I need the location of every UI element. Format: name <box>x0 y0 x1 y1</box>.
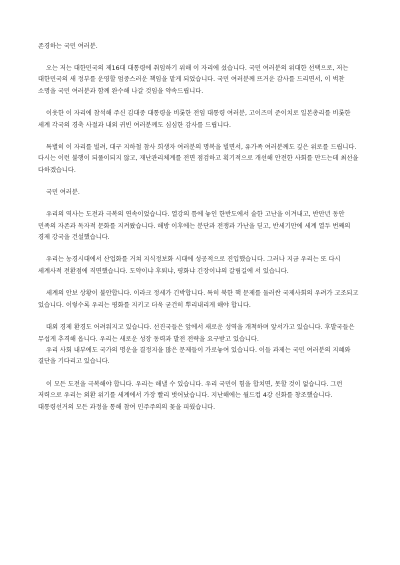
paragraph-10: 이 모든 도전을 극복해야 합니다. 우리는 해낼 수 있습니다. 우리 국민이 힘을 합치면, 못할 것이 없습니다. 그런 저력으로 우리는 외환 위기를 세계에서 가장 빨리 벗어났습니다. 지난해에는 월드컵 4강 신화를 창조했습니다. 대통령선거의 모든 과정을 통해 참여 민주주의의 꽃을 피웠습니다. <box>38 380 343 411</box>
paragraph-9: 우리 사회 내부에도 국가의 명운을 결정지을 많은 문제들이 가로놓여 있습니다. 이들 과제는 국민 여러분의 지혜와 결단을 기다리고 있습니다. <box>38 346 351 366</box>
paragraph-6: 우리는 농경시대에서 산업화를 거쳐 지식정보화 시대에 성공적으로 진입했습니다. 그러나 지금 우리는 또 다시 세계사적 전환점에 직면했습니다. 도약이냐 후퇴냐, 평화냐 긴장이냐의 갈림길에 서 있습니다. <box>38 256 341 275</box>
paragraph-1: 오는 저는 대한민국의 제16대 대통령에 취임하기 위해 이 자리에 섰습니다. 국민 여러분의 위대한 선택으로, 저는 대한민국의 새 정부를 운영할 엄중스러운 책임을 맡게 되었습니다. 국민 여러분께 뜨거운 감사를 드리면서, 이 벅찬 소명을 국민 여러분과 함께 완수해 나갈 것임을 약속드립니다. <box>38 65 349 95</box>
salutation: 존경하는 국민 여러분. <box>38 43 98 50</box>
document-body <box>38 41 362 424</box>
paragraph-5: 우리의 역사는 도전과 극복의 연속이었습니다. 열강의 틈에 놓인 한반도에서 숱한 고난을 이겨내고, 반만년 동안 민족의 자존과 독자적 문화를 지켜왔습니다. 해방 이후에는 분단과 전쟁과 가난을 딛고, 반세기만에 세계 열두 번째의 경제 강국을 건설했습니다. <box>38 211 351 242</box>
paragraph-8: 대외 경제 환경도 어려워지고 있습니다. 선진국들은 앞에서 새로운 성역을 개척하며 앞서가고 있습니다. 후발국들은 무섭게 추격해 옵니다. 우리는 새로운 성장 동력과 발전 전략을 요구받고 있습니다. <box>38 324 355 343</box>
paragraph-7: 세계의 안보 상황이 불안합니다. 이라크 정세가 긴박합니다. 특히 북한 핵 문제를 둘러싼 국제사회의 우려가 고조되고 있습니다. 이렇수록 우리는 평화를 지키고 더욱 굳건히 뿌리내리게 해야 합니다. <box>38 290 359 309</box>
paragraph-2: 이웃한 이 자리에 참석해 주신 김대중 대통령을 비롯한 전임 대통령 여러분, 고이즈미 준이치로 일본총리를 비롯한 세계 각국의 경축 사절과 내외 귀빈 여러분께도 심심한 감사를 드립니다. <box>38 110 351 129</box>
paragraph-4: 국민 여러분. <box>46 189 80 197</box>
paragraph-3: 특별히 이 자리를 빌려, 대구 지하철 참사 희생자 여러분의 명복을 빌면서, 유가족 여러분께도 깊은 위로를 드립니다. 다시는 이런 불행이 되풀이되지 않고, 재난관리체계를 전면 점검하고 획기적으로 개선해 안전한 사회를 만드는데 최선을 다하겠습니다. <box>38 144 359 174</box>
